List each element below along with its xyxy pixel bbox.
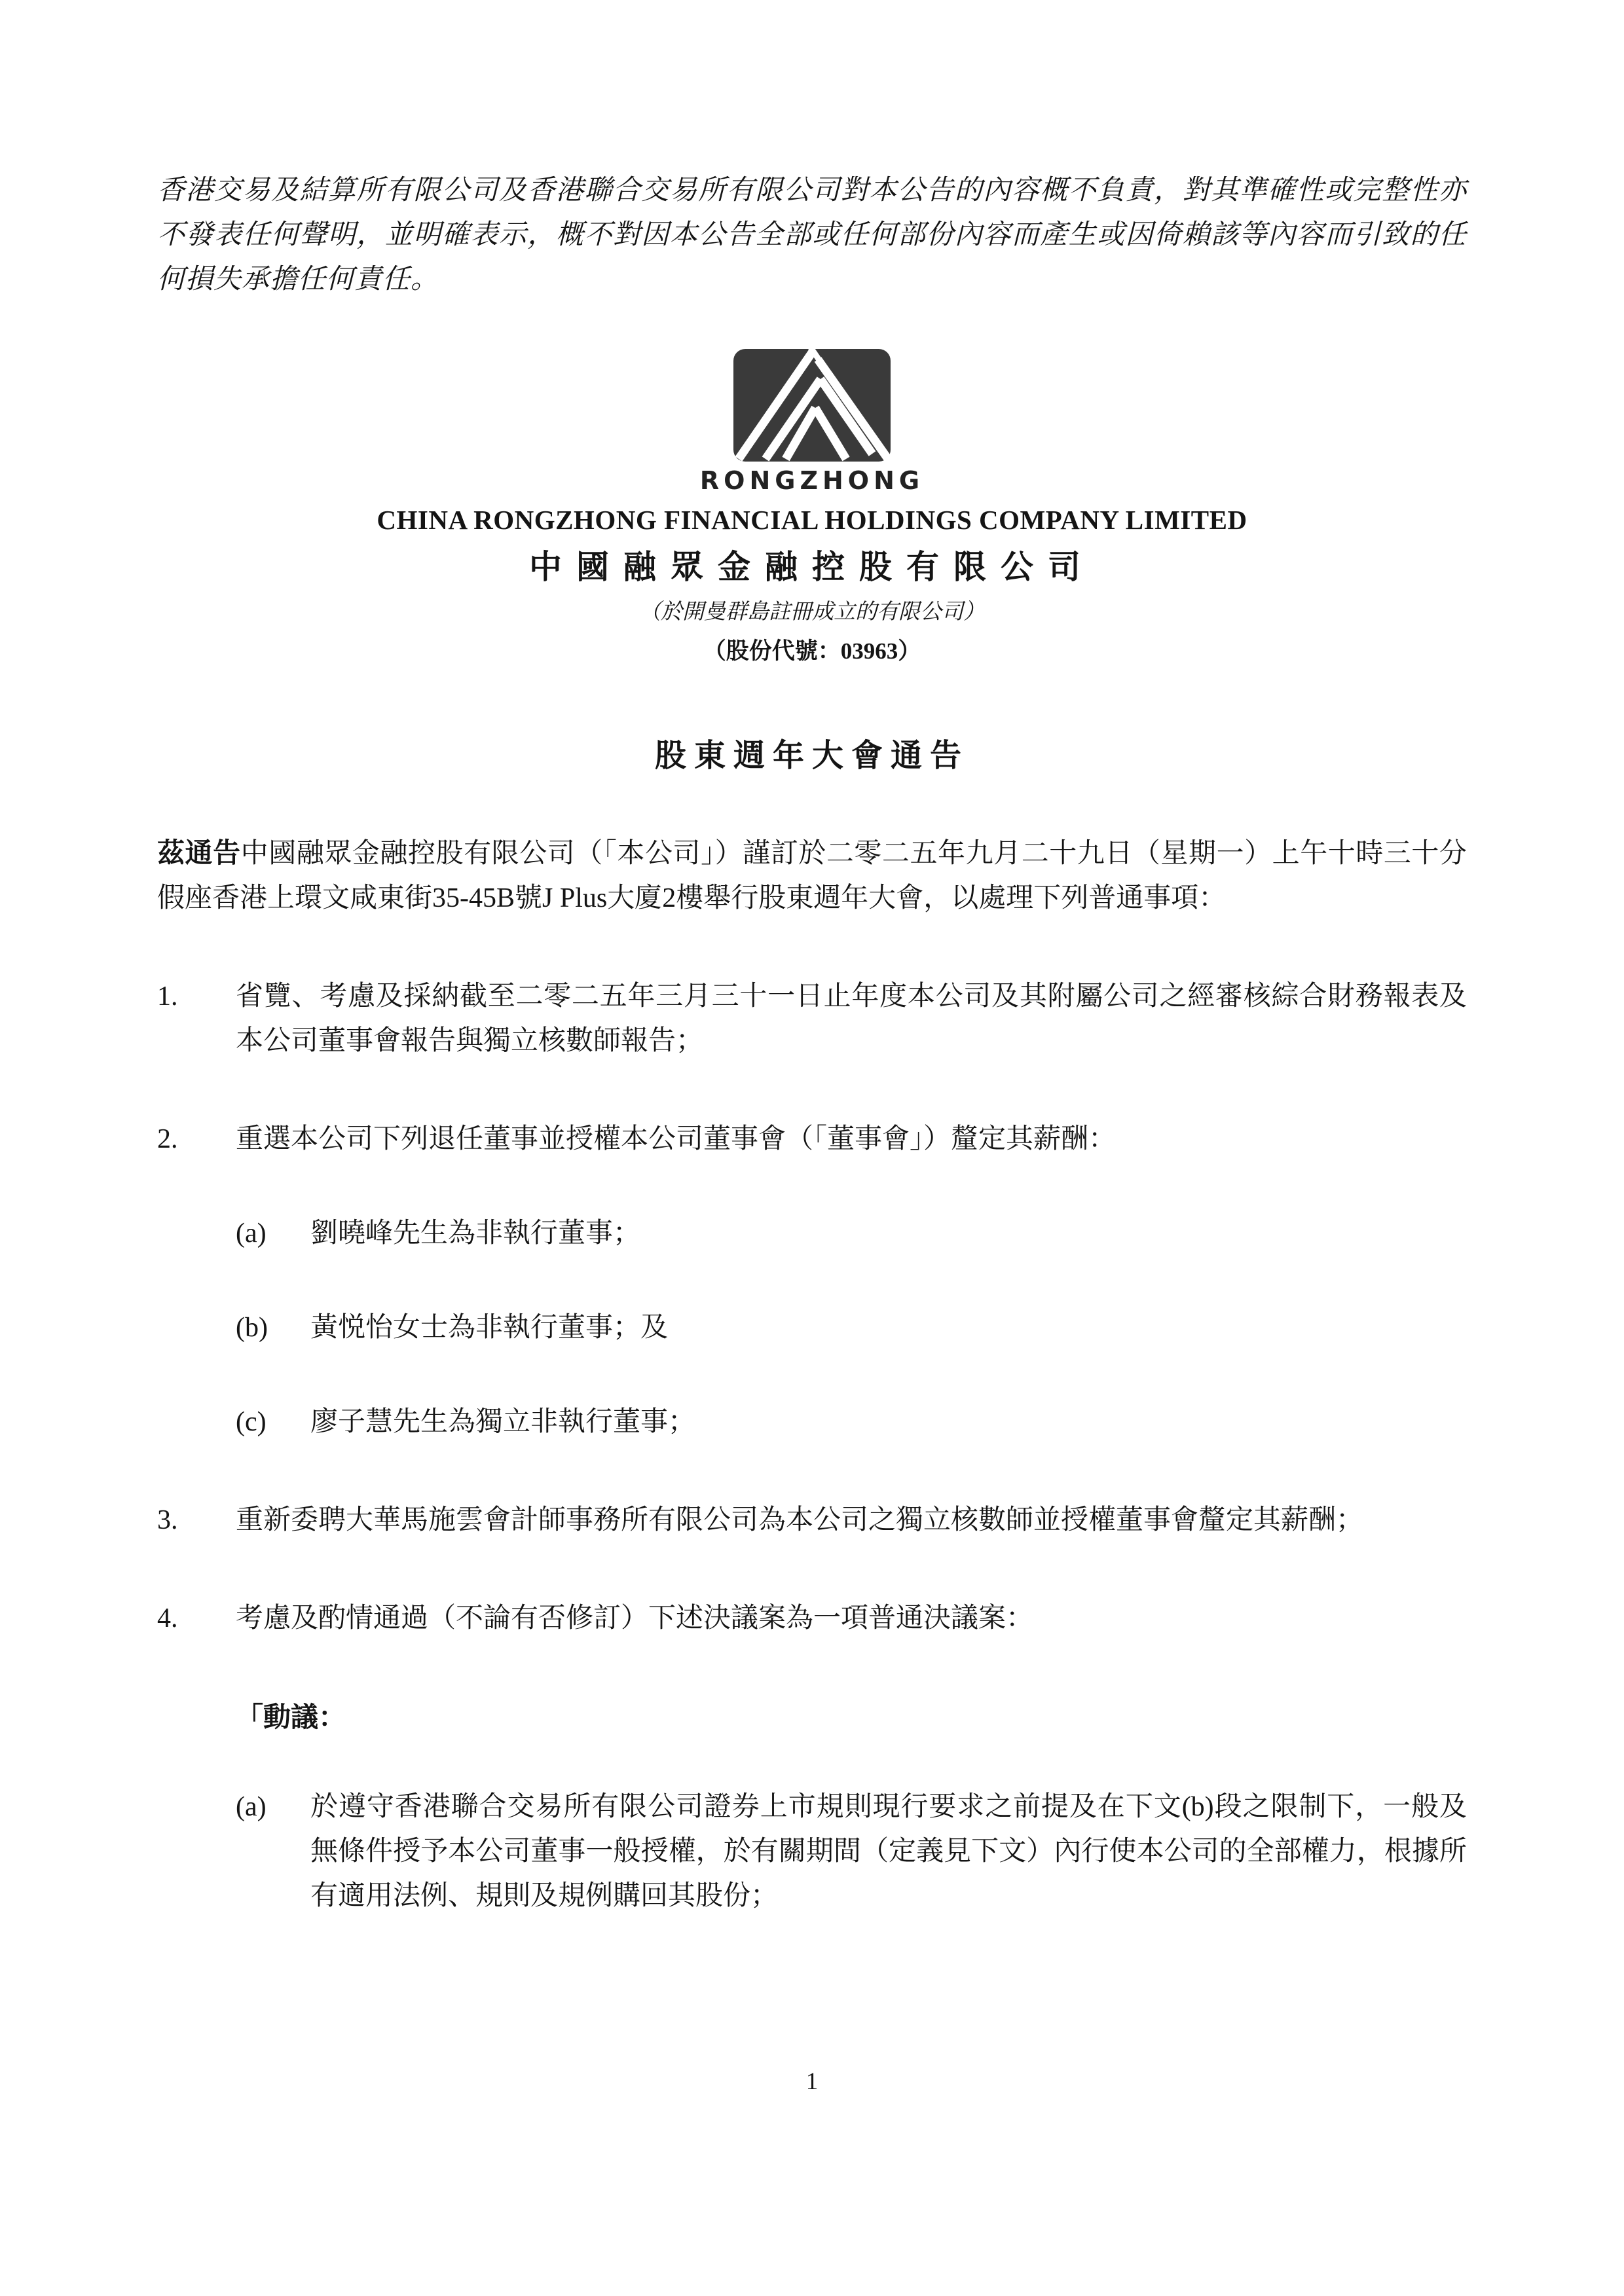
- page-number: 1: [805, 2068, 819, 2095]
- agenda-item-3-text: 重新委聘大華馬施雲會計師事務所有限公司為本公司之獨立核數師並授權董事會釐定其薪酬；: [236, 1505, 1364, 1536]
- agenda-item-3: [157, 1498, 1467, 1542]
- agenda-item-1-text: 省覽、考慮及採納截至二零二五年三月三十一日止年度本公司及其附屬公司之經審核綜合財務報表及本公司董事會報告與獨立核數師報告；: [236, 981, 1467, 1057]
- company-logo: [157, 349, 1467, 495]
- agenda-item-2: [157, 1117, 1467, 1161]
- intro-paragraph: [157, 831, 1467, 920]
- agenda-item-2-text: 重選本公司下列退任董事並授權本公司董事會（「董事會」）釐定其薪酬：: [236, 1124, 1116, 1155]
- agenda-item-4-text: 考慮及酌情通過（不論有否修訂）下述決議案為一項普通決議案：: [236, 1603, 1034, 1634]
- agenda-item-2c-text: 廖子慧先生為獨立非執行董事；: [310, 1407, 696, 1438]
- agenda-item-1-number: 1.: [157, 981, 178, 1012]
- agenda-item-4: [157, 1596, 1467, 1641]
- agenda-item-4-number: 4.: [157, 1603, 178, 1634]
- company-name-chinese: 中國融眾金融控股有限公司: [529, 549, 1095, 586]
- motion-item-a-label: (a): [236, 1792, 267, 1823]
- intro-lead-bold: 茲通告: [157, 839, 241, 869]
- agenda-item-2b-label: (b): [236, 1313, 268, 1343]
- mountain-logo-icon: [733, 349, 891, 465]
- exchange-disclaimer: 香港交易及結算所有限公司及香港聯合交易所有限公司對本公告的內容概不負責，對其準確性或完整性亦不發表任何聲明，並明確表示，概不對因本公告全部或任何部份內容而產生或因倚賴該等內容而引致的任何損失承擔任何責任。: [157, 175, 1467, 295]
- agenda-item-2-number: 2.: [157, 1124, 178, 1155]
- logo-wordmark: RONGZHONG: [699, 466, 925, 496]
- company-header: [157, 349, 1467, 666]
- document-title: 股東週年大會通告: [654, 738, 969, 774]
- agenda-item-2c: [236, 1400, 1467, 1444]
- agenda-item-1: [157, 974, 1467, 1063]
- intro-body-text: 中國融眾金融控股有限公司（「本公司」）謹訂於二零二五年九月二十九日（星期一）上午十時三十分假座香港上環文咸東街35-45B號J Plus大廈2樓舉行股東週年大會，以處理下列普通事項：: [157, 839, 1467, 914]
- stock-code: （股份代號：03963）: [703, 638, 921, 665]
- incorporation-note: （於開曼群島註冊成立的有限公司）: [639, 600, 985, 625]
- agenda-item-2b-text: 黃悦怡女士為非執行董事；及: [310, 1313, 669, 1343]
- motion-heading: 「動議：: [236, 1703, 346, 1734]
- agenda-item-3-number: 3.: [157, 1505, 178, 1536]
- agenda-item-2c-label: (c): [236, 1407, 267, 1438]
- motion-item-a-text: 於遵守香港聯合交易所有限公司證券上市規則現行要求之前提及在下文(b)段之限制下，一般及無條件授予本公司董事一般授權，於有關期間（定義見下文）內行使本公司的全部權力，根據所有適用法例、規則及規例購回其股份；: [310, 1792, 1467, 1912]
- motion-item-a: [236, 1785, 1467, 1918]
- agenda-item-2b: [236, 1305, 1467, 1350]
- agenda-item-2a-label: (a): [236, 1218, 267, 1249]
- agenda-item-2a: [236, 1211, 1467, 1256]
- company-name-english: CHINA RONGZHONG FINANCIAL HOLDINGS COMPANY LIMITED: [377, 505, 1247, 536]
- agenda-item-2a-text: 劉曉峰先生為非執行董事；: [310, 1218, 641, 1249]
